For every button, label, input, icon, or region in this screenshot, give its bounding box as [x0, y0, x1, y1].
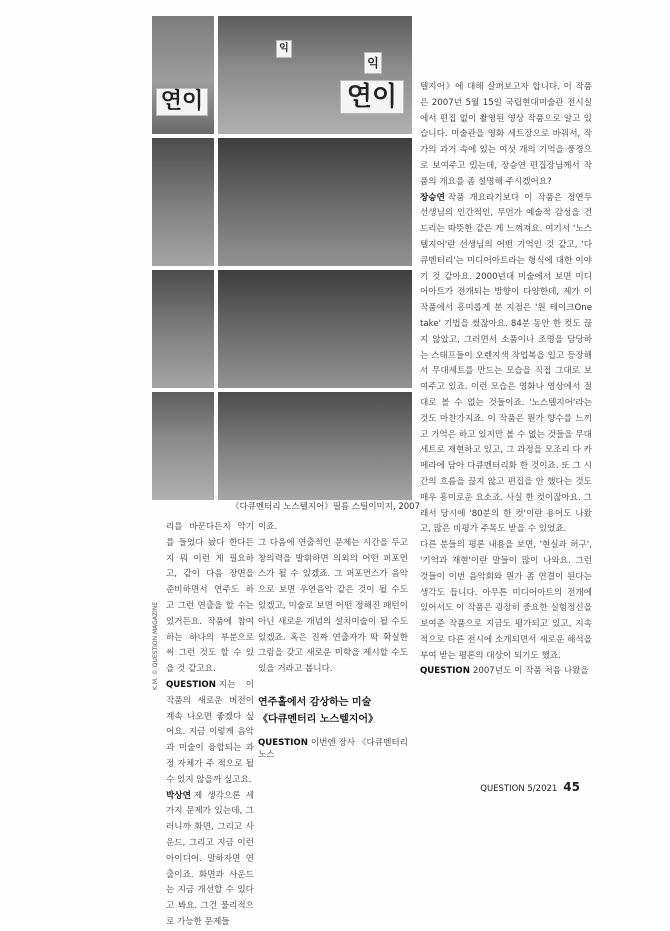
film-still-5: [152, 270, 214, 388]
section-title-line2: 《다큐멘터리 노스텔지어》: [258, 714, 379, 725]
sign-text: 연이: [340, 80, 404, 114]
section-title: [258, 693, 408, 725]
paragraph: 다른 분들의 평론 내용을 보면, '현실과 허구', '기억과 재현'이란 말들이 많이 나와요. 그런 것들이 이번 음악회와 뭔가 좀 연결이 된다는 생각도 듭니다. 아무튼 미디어아트의 전개에 있어서도 이 작품은 굉장히 중요한 실험정신을 보여준 작품으로 지금도 평가되고 있고, 지속적으로 다른 전시에 소개되면서 새로운 해석을 부여 받는 평론의 대상이 되기도 했죠.: [420, 540, 592, 661]
image-caption: 《다큐멘터리 노스텔지어》필름 스틸이미지, 2007: [230, 502, 420, 512]
film-still-3: [152, 138, 214, 266]
paragraph: [166, 678, 254, 789]
paragraph: [420, 664, 592, 680]
paragraph-text: 제 생각으론 세 가지 문제가 있는데, 그러니까 화면, 그리고 사운드, 그리고 지금 이런 아이디어. 말하자면 연출이죠. 화면과 사운드는 지금 개선할 수 있다고 봐요. 그건 물리적으로 가능한 문제들: [166, 790, 254, 927]
speaker-label: QUESTION: [258, 738, 308, 748]
spine-text: K.M. © QUESTION MAGAZINE: [152, 601, 159, 690]
paragraph-text: 작품 개요라기보다 이 작품은 정연두 선생님의 인간적인, 무언가 예술적 감성을 건드리는 따뜻한 같은 게 느껴져요. 여기서 '노스텔지어'란 선생님의 어떤 기억인 것 같고, '다큐멘터리'는 미디어아트라는 형식에 대한 이야기 것 같아요. 2000년대 미술에서 보면 미디어아트가 전개되는 방향이 다양한데, 제가 이 작품에서 흥미롭게 본 지점은 '원 테이크One take' 기법을 썼잖아요. 84분 동안 한 컷도 끊지 않았고, 그러면서 소품이나 조명을 담당하는 스태프들이 오렌지색 작업복을 입고 등장해서 무대세트를 만드는 모습을 직접 그대로 보여주고 있죠. 이런 모습은 영화나 영상에서 절대로 볼 수 없는 것들이죠. '노스텔지어'라는 것도 마찬가지죠. 이 작품은 뭔가 향수를 느끼고 기억은 하고 있지만 볼 수 없는 것들을 무대 세트로 재현하고 있고, 그 과정을 모조리 다 카메라에 담아 다큐멘터리화 한 것이죠. 또 그 시간의 흐름을 끊지 않고 편집을 안 했다는 것도 매우 흥미로운 요소죠. 사실 한 컷이잖아요. 그래서 당시에 '80분의 한 컷'이란 용어도 나왔고, 많은 비평가 주목도 받을 수 있었죠.: [420, 192, 592, 535]
paragraph: 텔지어》에 대해 살펴보고자 합니다. 이 작품은 2007년 5월 15일 국립현대미술관 전시실에서 편집 없이 촬영된 영상 작품으로 알고 있습니다. 미술관을 영화 세트장으로 바꿔서, 작가의 과거 속에 있는 여섯 개의 기억을 풍경으로 보여주고 있는데, 장승연 편집장님께서 작품의 개요를 좀 설명해 주시겠어요?: [420, 82, 592, 187]
film-still-8: [218, 392, 412, 500]
paragraph: [258, 736, 408, 760]
magazine-issue: QUESTION 5/2021: [480, 784, 558, 794]
section-title-line1: 연주홀에서 감상하는 미술: [258, 697, 372, 708]
film-still-1: [152, 16, 214, 134]
paragraph: 리를 바꾼다든지 악기를 들었다 놨다 한다든지 뭐 이런 게 필요하고, 같이 다음 장면을 준비하면서 연주도 하고 그런 연출을 할 수는 있거든요. 작품에 참여하는 하나의 부분으로써 그런 것도 할 수 있을 것 같고요.: [166, 522, 254, 675]
sign-text: 연이: [156, 88, 208, 116]
paragraph: [420, 191, 592, 539]
film-still-7: [152, 392, 214, 500]
film-still-4: [218, 138, 412, 266]
speaker-label: 장승연: [420, 192, 445, 203]
paragraph: 이죠.: [258, 522, 278, 532]
paragraph: 그 다음에 연출적인 문제는 시간을 두고 창의력을 발휘하면 의외의 어떤 퍼포먼스가 될 수 있겠죠. 그 퍼포먼스가 음악으로 보면 우연음악 같은 것이 될 수도 있겠고, 미술로 보면 어떤 정해진 패턴이 아닌 새로운 개념의 설치미술이 될 수도 있겠죠. 혹은 진짜 연출자가 딱 확실한 그림을 갖고 새로운 미학을 제시할 수도 있을 거라고 봅니다.: [258, 537, 408, 675]
paragraph: [166, 789, 254, 931]
page-number: 45: [563, 780, 580, 794]
page-footer: [480, 780, 580, 794]
text-column-left: [166, 520, 254, 931]
paragraph-text: 지는 이 작품의 새로운 버전이 계속 나오면 좋겠다 싶어요. 지금 이렇게 음악과 미술이 융합되는 과정 자체가 주 적으로 될 수 있지 않을까 싶고요.: [166, 679, 254, 785]
speaker-label: QUESTION: [166, 679, 216, 690]
text-column-right: [420, 80, 592, 680]
sign-text: 익: [276, 40, 292, 58]
paragraph-text: 2007년도 이 작품 처음 나왔을: [472, 666, 589, 677]
sign-text: 익: [364, 52, 382, 74]
film-still-2: [218, 16, 412, 134]
film-still-6: [218, 270, 412, 388]
paragraph-text: 이번엔 장사 《다큐멘터리 노스: [258, 738, 408, 760]
text-column-middle: [258, 520, 408, 678]
speaker-label: QUESTION: [420, 666, 470, 677]
speaker-label: 박상연: [166, 790, 191, 801]
